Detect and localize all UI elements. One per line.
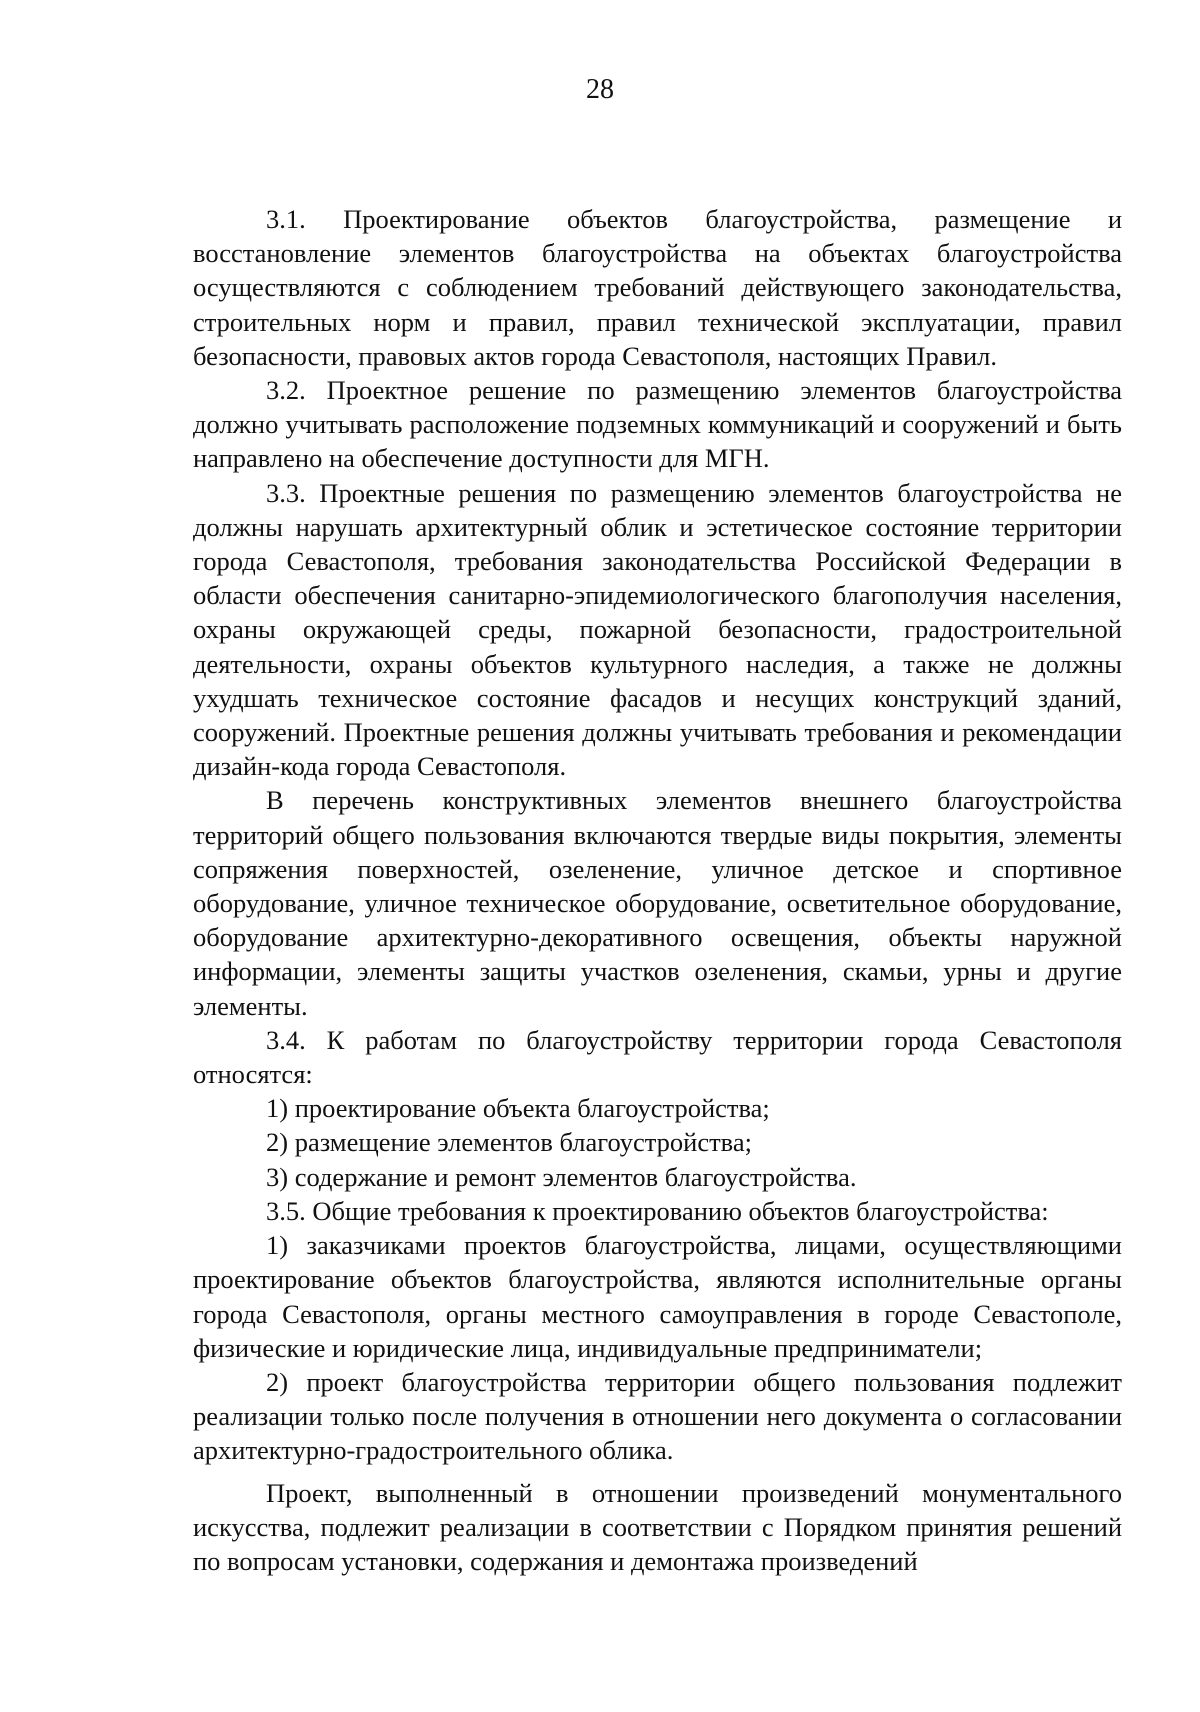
paragraph-3-3: 3.3. Проектные решения по размещению элементов благоустройства не должны нарушать архитектурный облик и эстетическое состояние территории города Севастополя, требования законодательства Российской Федерации в области обеспечения санитарно-эпидемиологического благополучия населения, охраны окружающей среды, пожарной безопасности, градостроительной деятельности, охраны объектов культурного наследия, а также не должны ухудшать техническое состояние фасадов и несущих конструкций зданий, сооружений. Проектные решения должны учитывать требования и рекомендации дизайн-кода города Севастополя. <box>193 477 1122 782</box>
list-item-3-5-1: 1) заказчиками проектов благоустройства, лицами, осуществляющими проектирование объектов благоустройства, являются исполнительные органы города Севастополя, органы местного самоуправления в городе Севастополе, физические и юридические лица, индивидуальные предприниматели; <box>193 1230 1122 1363</box>
list-item-3-4-2: 2) размещение элементов благоустройства; <box>266 1127 752 1158</box>
paragraph-3-1: 3.1. Проектирование объектов благоустройства, размещение и восстановление элементов благоустройства на объектах благоустройства осуществляются с соблюдением требований действующего законодательства, строительных норм и правил, правил технической эксплуатации, правил безопасности, правовых актов города Севастополя, настоящих Правил. <box>193 204 1122 371</box>
paragraph-3-2: 3.2. Проектное решение по размещению элементов благоустройства должно учитывать расположение подземных коммуникаций и сооружений и быть направлено на обеспечение доступности для МГН. <box>193 375 1122 474</box>
paragraph-monumental-art: Проект, выполненный в отношении произведений монументального искусства, подлежит реализации в соответствии с Порядком принятия решений по вопросам установки, содержания и демонтажа произведений <box>193 1477 1122 1576</box>
list-item-3-4-3: 3) содержание и ремонт элементов благоустройства. <box>266 1161 857 1192</box>
paragraph-3-4: 3.4. К работам по благоустройству территории города Севастополя относятся: <box>193 1024 1122 1090</box>
list-item-3-4-1: 1) проектирование объекта благоустройства; <box>266 1093 770 1124</box>
document-body <box>193 202 1122 1578</box>
paragraph-3-5: 3.5. Общие требования к проектированию объектов благоустройства: <box>266 1195 1049 1226</box>
list-item-3-5-2: 2) проект благоустройства территории общего пользования подлежит реализации только после получения в отношении него документа о согласовании архитектурно-градостроительного облика. <box>193 1366 1122 1466</box>
paragraph-elements-list: В перечень конструктивных элементов внешнего благоустройства территорий общего пользования включаются твердые виды покрытия, элементы сопряжения поверхностей, озеленение, уличное детское и спортивное оборудование, уличное техническое оборудование, осветительное оборудование, оборудование архитектурно-декоративного освещения, объекты наружной информации, элементы защиты участков озеленения, скамьи, урны и другие элементы. <box>193 785 1122 1021</box>
page-number: 28 <box>586 74 614 105</box>
